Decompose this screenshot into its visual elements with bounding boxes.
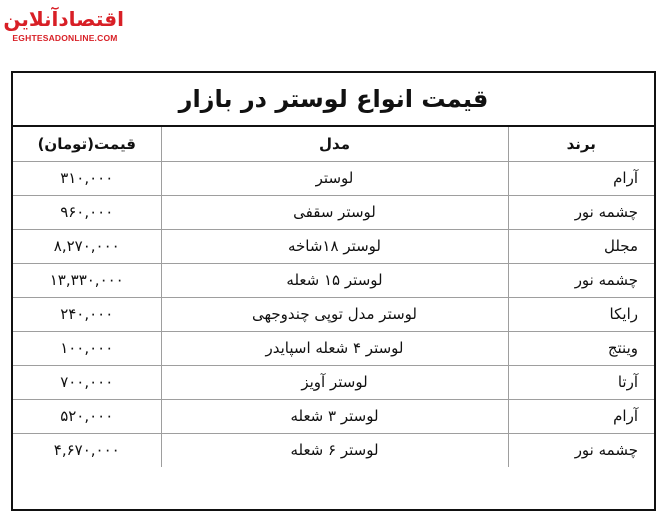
- price-cell: ۸,۲۷۰,۰۰۰: [13, 229, 161, 263]
- logo-text-en: EGHTESADONLINE.COM: [12, 33, 118, 43]
- table-row: [13, 433, 654, 467]
- table-row: [13, 229, 654, 263]
- header-brand: برند: [508, 127, 654, 161]
- price-table: [13, 127, 654, 467]
- header-row: [13, 127, 654, 161]
- brand-cell: آرام: [508, 399, 654, 433]
- model-cell: لوستر مدل توپی چندوجهی: [161, 297, 508, 331]
- price-cell: ۲۴۰,۰۰۰: [13, 297, 161, 331]
- model-cell: لوستر ۴ شعله اسپایدر: [161, 331, 508, 365]
- model-cell: لوستر سقفی: [161, 195, 508, 229]
- price-cell: ۱۰۰,۰۰۰: [13, 331, 161, 365]
- price-cell: ۳۱۰,۰۰۰: [13, 161, 161, 195]
- site-logo[interactable]: [3, 6, 124, 46]
- brand-cell: چشمه نور: [508, 433, 654, 467]
- model-cell: لوستر ۱۸شاخه: [161, 229, 508, 263]
- table-title: قیمت انواع لوستر در بازار: [178, 85, 489, 113]
- title-bar: [13, 73, 654, 127]
- price-cell: ۴,۶۷۰,۰۰۰: [13, 433, 161, 467]
- brand-cell: آرام: [508, 161, 654, 195]
- brand-cell: وینتج: [508, 331, 654, 365]
- price-table-frame: [11, 71, 656, 511]
- table-row: [13, 195, 654, 229]
- table-row: [13, 263, 654, 297]
- model-cell: لوستر ۳ شعله: [161, 399, 508, 433]
- brand-cell: رایکا: [508, 297, 654, 331]
- header-model: مدل: [161, 127, 508, 161]
- model-cell: لوستر: [161, 161, 508, 195]
- header-price: قیمت(تومان): [13, 127, 161, 161]
- table-row: [13, 331, 654, 365]
- brand-cell: آرتا: [508, 365, 654, 399]
- price-cell: ۱۳,۳۳۰,۰۰۰: [13, 263, 161, 297]
- model-cell: لوستر آویز: [161, 365, 508, 399]
- brand-cell: چشمه نور: [508, 195, 654, 229]
- brand-cell: مجلل: [508, 229, 654, 263]
- model-cell: لوستر ۱۵ شعله: [161, 263, 508, 297]
- table-row: [13, 297, 654, 331]
- table-row: [13, 399, 654, 433]
- brand-cell: چشمه نور: [508, 263, 654, 297]
- table-row: [13, 161, 654, 195]
- model-cell: لوستر ۶ شعله: [161, 433, 508, 467]
- price-cell: ۹۶۰,۰۰۰: [13, 195, 161, 229]
- price-cell: ۵۲۰,۰۰۰: [13, 399, 161, 433]
- table-row: [13, 365, 654, 399]
- price-cell: ۷۰۰,۰۰۰: [13, 365, 161, 399]
- logo-text-fa: اقتصادآنلاین: [3, 7, 124, 31]
